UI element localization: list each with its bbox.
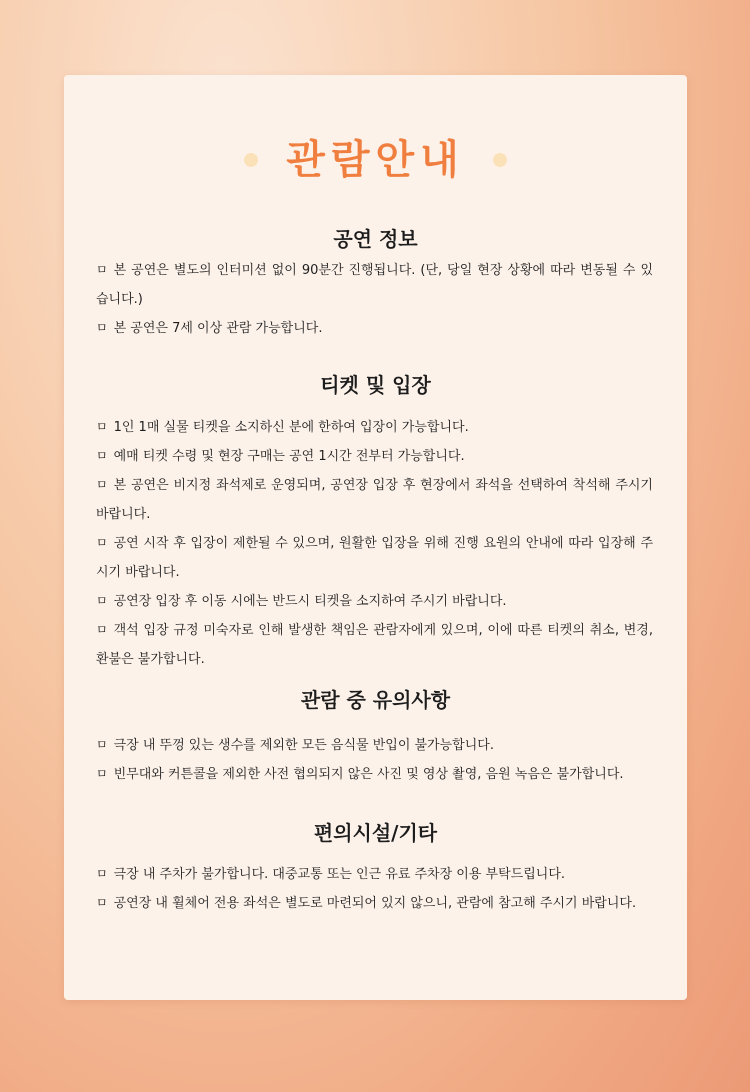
bullet-icon: ㅁ — [96, 536, 108, 550]
list-item: ㅁ 공연 시작 후 입장이 제한될 수 있으며, 원활한 입장을 위해 진행 요원의 안내에 따라 입장해 주시기 바랍니다. — [96, 536, 653, 580]
section-title-viewing-notes: 관람 중 유의사항 — [300, 688, 451, 712]
list-item: ㅁ 본 공연은 별도의 인터미션 없이 90분간 진행됩니다. (단, 당일 현장 상황에 따라 변동될 수 있습니다.) — [96, 263, 653, 307]
list-item: ㅁ 본 공연은 비지정 좌석제로 운영되며, 공연장 입장 후 현장에서 좌석을 선택하여 착석해 주시기 바랍니다. — [96, 478, 653, 522]
page-title: 관람안내 — [286, 137, 465, 183]
bullet-icon: ㅁ — [96, 263, 108, 277]
section-title-performance-info: 공연 정보 — [333, 227, 418, 251]
list-item: ㅁ 공연장 내 휠체어 전용 좌석은 별도로 마련되어 있지 않으니, 관람에 참고해 주시기 바랍니다. — [96, 896, 637, 911]
list-item: ㅁ 극장 내 뚜껑 있는 생수를 제외한 모든 음식물 반입이 불가능합니다. — [96, 738, 494, 753]
bullet-icon: ㅁ — [96, 478, 108, 492]
decorative-dot-left — [244, 153, 258, 167]
list-item: ㅁ 극장 내 주차가 불가합니다. 대중교통 또는 인근 유료 주차장 이용 부탁드립니다. — [96, 867, 566, 882]
bullet-icon: ㅁ — [96, 896, 108, 910]
list-item: ㅁ 1인 1매 실물 티켓을 소지하신 분에 한하여 입장이 가능합니다. — [96, 420, 469, 435]
decorative-dot-right — [493, 153, 507, 167]
notice-card — [64, 75, 687, 1000]
title-row — [64, 130, 687, 190]
list-item: ㅁ 공연장 입장 후 이동 시에는 반드시 티켓을 소지하여 주시기 바랍니다. — [96, 594, 507, 609]
list-item: ㅁ 본 공연은 7세 이상 관람 가능합니다. — [96, 321, 323, 336]
section-list-viewing-notes — [96, 731, 653, 789]
bullet-icon: ㅁ — [96, 420, 108, 434]
bullet-icon: ㅁ — [96, 767, 108, 781]
section-list-facilities-etc — [96, 860, 653, 918]
section-title-facilities-etc: 편의시설/기타 — [313, 821, 438, 845]
bullet-icon: ㅁ — [96, 449, 108, 463]
list-item: ㅁ 빈무대와 커튼콜을 제외한 사전 협의되지 않은 사진 및 영상 촬영, 음원 녹음은 불가합니다. — [96, 767, 624, 782]
list-item: ㅁ 예매 티켓 수령 및 현장 구매는 공연 1시간 전부터 가능합니다. — [96, 449, 465, 464]
bullet-icon: ㅁ — [96, 867, 108, 881]
section-title-ticket-entry: 티켓 및 입장 — [320, 373, 431, 397]
bullet-icon: ㅁ — [96, 623, 108, 637]
bullet-icon: ㅁ — [96, 321, 108, 335]
bullet-icon: ㅁ — [96, 594, 108, 608]
section-list-performance-info — [96, 256, 653, 343]
section-list-ticket-entry — [96, 413, 653, 674]
bullet-icon: ㅁ — [96, 738, 108, 752]
list-item: ㅁ 객석 입장 규정 미숙자로 인해 발생한 책임은 관람자에게 있으며, 이에 따른 티켓의 취소, 변경, 환불은 불가합니다. — [96, 623, 653, 667]
